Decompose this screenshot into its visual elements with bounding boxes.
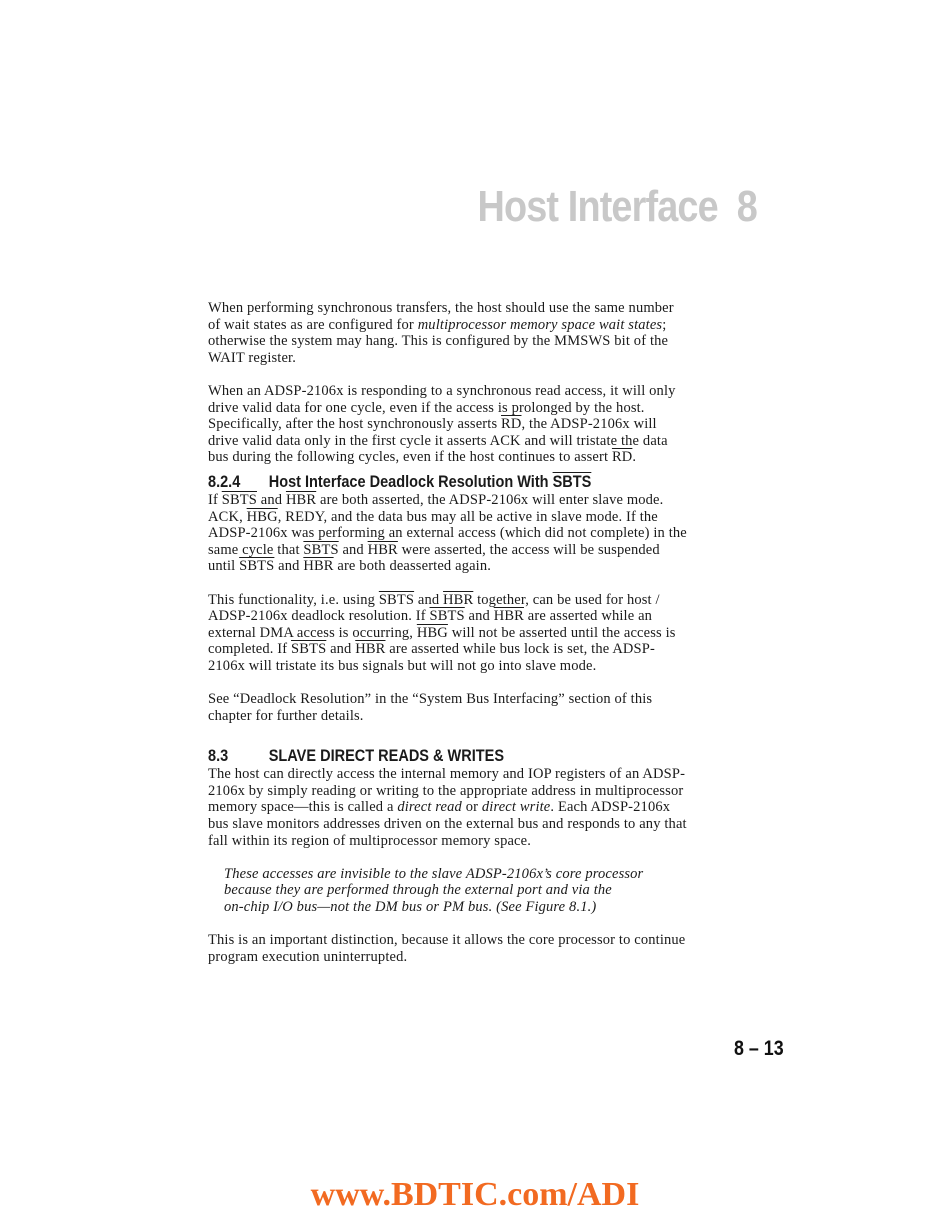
signal-rd: $\overline{RD}$	[501, 416, 522, 433]
paragraph-see-also: See “Deadlock Resolution” in the “System Bus Interfacing” section of this chapter for further details.	[208, 691, 653, 724]
section-number: 8.2.4	[208, 472, 241, 491]
signal-hbr: $\overline{HBR}$	[493, 608, 524, 625]
term-mmsws: multiprocessor memory space wait states	[417, 316, 663, 333]
page-number: 8 – 13	[734, 1037, 784, 1060]
paragraph-distinction: This is an important distinction, because it allows the core processor to continue program execution uninterrupted.	[208, 932, 686, 965]
section-title: SLAVE DIRECT READS & WRITES	[268, 747, 505, 766]
term-direct-read: direct read	[397, 799, 462, 816]
signal-hbg: $\overline{HBG}$	[416, 624, 448, 641]
signal-sbts: SBTS	[429, 608, 465, 625]
section-heading-8-2-4	[208, 472, 630, 492]
signal-sbts: SBTS	[221, 491, 257, 508]
signal-hbr: $\overline{HBR}$	[285, 491, 317, 508]
signal-rd: $\overline{RD}$	[611, 449, 633, 466]
watermark-url: www.BDTIC.com/ADI	[310, 1176, 640, 1213]
signal-hbr: $\overline{HBR}$	[303, 558, 334, 575]
term-direct-write: direct write	[481, 799, 551, 816]
signal-sbts: SBTS	[239, 558, 275, 575]
italic-note: These accesses are invisible to the slave ADSP-2106x’s core processor because they are performed through the external port and via the on-chip I/O bus—not the DM bus or PM bus. (See Figure 8.1.)	[224, 865, 644, 915]
section-number: 8.3	[208, 747, 229, 766]
signal-hbr: $\overline{HBR}$	[367, 541, 398, 558]
signal-hbr: $\overline{HBR}$	[355, 641, 386, 658]
signal-sbts: SBTS	[378, 591, 415, 608]
chapter-header	[478, 182, 757, 232]
section-heading-8-3	[208, 746, 630, 766]
paragraph-direct-access: The host can directly access the internal memory and IOP registers of an ADSP-2106x by simply reading or writing to the appropriate address in multiprocessor memory space—this is called a direct read or direct write. Each ADSP-2106x bus slave monitors addresses driven on the external bus and responds to any that fall within its region of multiprocessor memory space.	[208, 766, 687, 849]
paragraph-sync-wait-states: When performing synchronous transfers, the host should use the same number of wait states as are configured for multiprocessor memory space wait states; otherwise the system may hang. This is configured by the MMSWS bit of the WAIT register.	[208, 300, 674, 366]
signal-hbg: $\overline{HBG}$	[246, 508, 278, 525]
signal-sbts: SBTS	[552, 472, 592, 491]
paragraph-deadlock-resolution: This functionality, i.e. using SBTS and $\overline{HBR}$ together, can be used for host / ADSP-2106x deadlock resolution. If SBTS and $\overline{HBR}$ are asserted while an external DMA access is occurring, $\overline{HBG}$ will not be asserted until the access is completed. If SBTS and $\overline{HBR}$ are asserted while bus lock is set, the ADSP-2106x will tristate its bus signals but will not go into slave mode.	[208, 591, 676, 674]
chapter-number: 8	[736, 182, 757, 231]
signal-sbts: SBTS	[291, 641, 327, 658]
signal-sbts: SBTS	[303, 541, 339, 558]
paragraph-slave-mode: If SBTS and $\overline{HBR}$ are both asserted, the ADSP-2106x will enter slave mode. ACK, $\overline{HBG}$, REDY, and the data bus may all be active in slave mode. If the ADSP-2106x was performing an external access (which did not complete) in the same cycle that SBTS and $\overline{HBR}$ were asserted, the access will be suspended until SBTS and $\overline{HBR}$ are both deasserted again.	[208, 491, 687, 575]
chapter-title: Host Interface	[477, 182, 718, 231]
page-body	[208, 300, 688, 965]
section-title: Host Interface Deadlock Resolution With SBTS	[268, 472, 592, 491]
paragraph-sync-read: When an ADSP-2106x is responding to a synchronous read access, it will only drive valid data for one cycle, even if the access is prolonged by the host. Specifically, after the host synchronously asserts $\overline{RD}$, the ADSP-2106x will drive valid data only in the first cycle it asserts ACK and will tristate the data bus during the following cycles, even if the host continues to assert $\overline{RD}$.	[208, 382, 676, 466]
signal-hbr: $\overline{HBR}$	[443, 591, 474, 608]
